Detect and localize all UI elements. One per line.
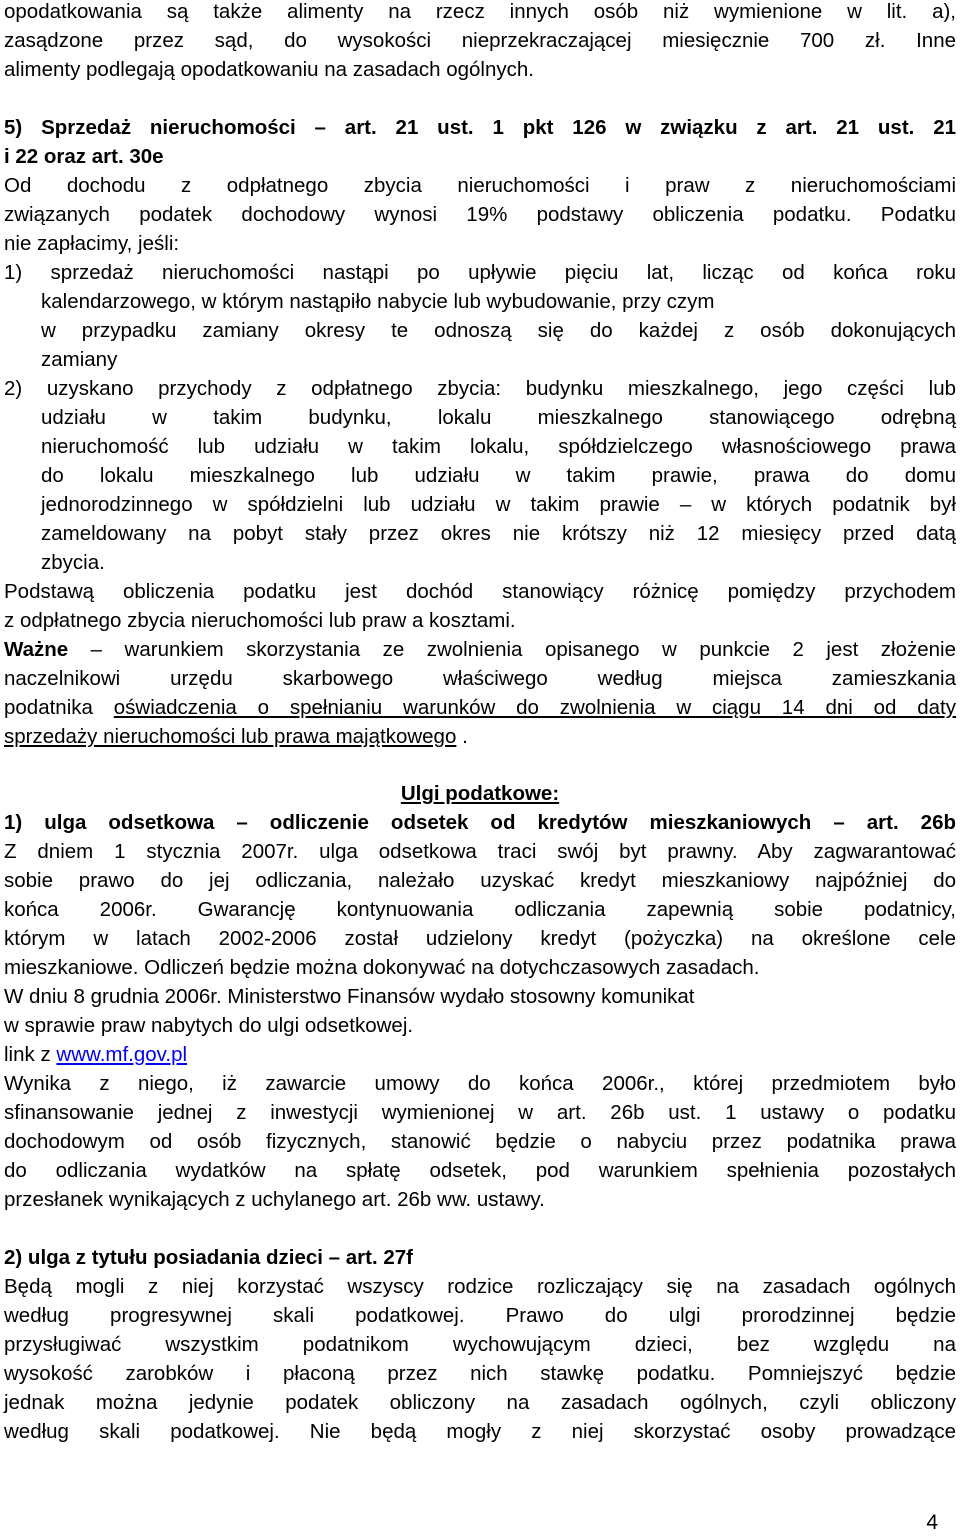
text-line (4, 722, 956, 751)
text-line: końca 2006r. Gwarancję kontynuowania odliczania zapewnią sobie podatnicy, (4, 898, 956, 921)
text-line: którym w latach 2002-2006 został udzielony kredyt (pożyczka) na określone cele (4, 927, 956, 950)
text-line (4, 1040, 956, 1069)
text-line: zamiany (41, 348, 118, 371)
text-line: jednak można jedynie podatek obliczony na zasadach ogólnych, czyli obliczony (4, 1391, 956, 1414)
text-span: link z (4, 1043, 57, 1066)
text-line: Z dniem 1 stycznia 2007r. ulga odsetkowa traci swój byt prawny. Aby zagwarantować (4, 840, 956, 863)
page-number: 4 (926, 1511, 938, 1534)
text-line: do lokalu mieszkalnego lub udziału w takim prawie, prawa do domu (41, 464, 956, 487)
text-line: alimenty podlegają opodatkowaniu na zasadach ogólnych. (4, 58, 534, 81)
relief-2-heading: 2) ulga z tytułu posiadania dzieci – art. 27f (4, 1246, 413, 1269)
text-line: kalendarzowego, w którym nastąpiło nabycie lub wybudowanie, przy czym (41, 290, 715, 313)
text-line: dochodowym od osób fizycznych, stanowić będzie o nabyciu przez podatnika prawa (4, 1130, 956, 1153)
tax-reliefs-title (4, 779, 956, 808)
text-line: zbycia. (41, 551, 105, 574)
text-line: nieruchomość lub udziału w takim lokalu, spółdzielczego własnościowego prawa (41, 435, 956, 458)
text-line: zasądzone przez sąd, do wysokości nieprzekraczającej miesięcznie 700 zł. Inne (4, 29, 956, 52)
important-note (4, 635, 956, 664)
text-line: w przypadku zamiany okresy te odnoszą się do każdej z osób dokonujących (41, 319, 956, 342)
text-line: sfinansowanie jednej z inwestycji wymienionej w art. 26b ust. 1 ustawy o podatku (4, 1101, 956, 1124)
list-item-2: 2) uzyskano przychody z odpłatnego zbycia: budynku mieszkalnego, jego części lub (4, 377, 956, 400)
mf-gov-link[interactable]: www.mf.gov.pl (56, 1043, 188, 1066)
text-line: udziału w takim budynku, lokalu mieszkalnego stanowiącego odrębną (41, 406, 956, 429)
text-line: z odpłatnego zbycia nieruchomości lub praw a kosztami. (4, 609, 516, 632)
text-span: podatnika (4, 696, 114, 719)
text-line: do odliczania wydatków na spłatę odsetek, pod warunkiem spełnienia pozostałych (4, 1159, 956, 1182)
text-line: Od dochodu z odpłatnego zbycia nieruchomości i praw z nieruchomościami (4, 174, 956, 197)
text-line: nie zapłacimy, jeśli: (4, 232, 180, 255)
text-line: Będą mogli z niej korzystać wszyscy rodzice rozliczający się na zasadach ogólnych (4, 1275, 956, 1298)
section-5-heading: 5) Sprzedaż nieruchomości – art. 21 ust. 1 pkt 126 w związku z art. 21 ust. 21 (4, 116, 956, 139)
text-line: naczelnikowi urzędu skarbowego właściwego według miejsca zamieszkania (4, 667, 956, 690)
relief-1-heading: 1) ulga odsetkowa – odliczenie odsetek od kredytów mieszkaniowych – art. 26b (4, 811, 956, 834)
section-5-heading-cont: i 22 oraz art. 30e (4, 145, 164, 168)
text-line: Podstawą obliczenia podatku jest dochód stanowiący różnicę pomiędzy przychodem (4, 580, 956, 603)
text-line: Wynika z niego, iż zawarcie umowy do końca 2006r., której przedmiotem było (4, 1072, 956, 1095)
text-line: W dniu 8 grudnia 2006r. Ministerstwo Finansów wydało stosowny komunikat (4, 985, 695, 1008)
text-span: – warunkiem skorzystania ze zwolnienia opisanego w punkcie 2 jest złożenie (68, 638, 956, 661)
text-line: przesłanek wynikających z uchylanego art. 26b ww. ustawy. (4, 1188, 545, 1211)
important-label: Ważne (4, 638, 69, 661)
text-span: . (456, 725, 468, 748)
text-line: związanych podatek dochodowy wynosi 19% podstawy obliczenia podatku. Podatku (4, 203, 956, 226)
text-line: przysługiwać wszystkim podatnikom wychowującym dzieci, bez względu na (4, 1333, 956, 1356)
text-line: wysokość zarobków i płaconą przez nich stawkę podatku. Pomniejszyć będzie (4, 1362, 956, 1385)
text-line: w sprawie praw nabytych do ulgi odsetkowej. (4, 1014, 414, 1037)
underlined-text: sprzedaży nieruchomości lub prawa majątkowego (4, 725, 457, 748)
text-line: według skali podatkowej. Nie będą mogły z niej skorzystać osoby prowadzące (4, 1420, 956, 1443)
text-line: opodatkowania są także alimenty na rzecz innych osób niż wymienione w lit. a), (4, 0, 956, 23)
text-line: zameldowany na pobyt stały przez okres nie krótszy niż 12 miesięcy przed datą (41, 522, 956, 545)
text-line: jednorodzinnego w spółdzielni lub udziału w takim prawie – w których podatnik był (41, 493, 956, 516)
text-line: mieszkaniowe. Odliczeń będzie można dokonywać na dotychczasowych zasadach. (4, 956, 760, 979)
list-item-1: 1) sprzedaż nieruchomości nastąpi po upływie pięciu lat, licząc od końca roku (4, 261, 956, 284)
underlined-text: oświadczenia o spełnianiu warunków do zwolnienia w ciągu 14 dni od daty (113, 696, 957, 719)
text-line: sobie prawo do jej odliczania, należało uzyskać kredyt mieszkaniowy najpóźniej do (4, 869, 956, 892)
text-line: według progresywnej skali podatkowej. Prawo do ulgi prorodzinnej będzie (4, 1304, 956, 1327)
text-line (4, 693, 956, 722)
tax-reliefs-title-text: Ulgi podatkowe: (400, 782, 560, 805)
